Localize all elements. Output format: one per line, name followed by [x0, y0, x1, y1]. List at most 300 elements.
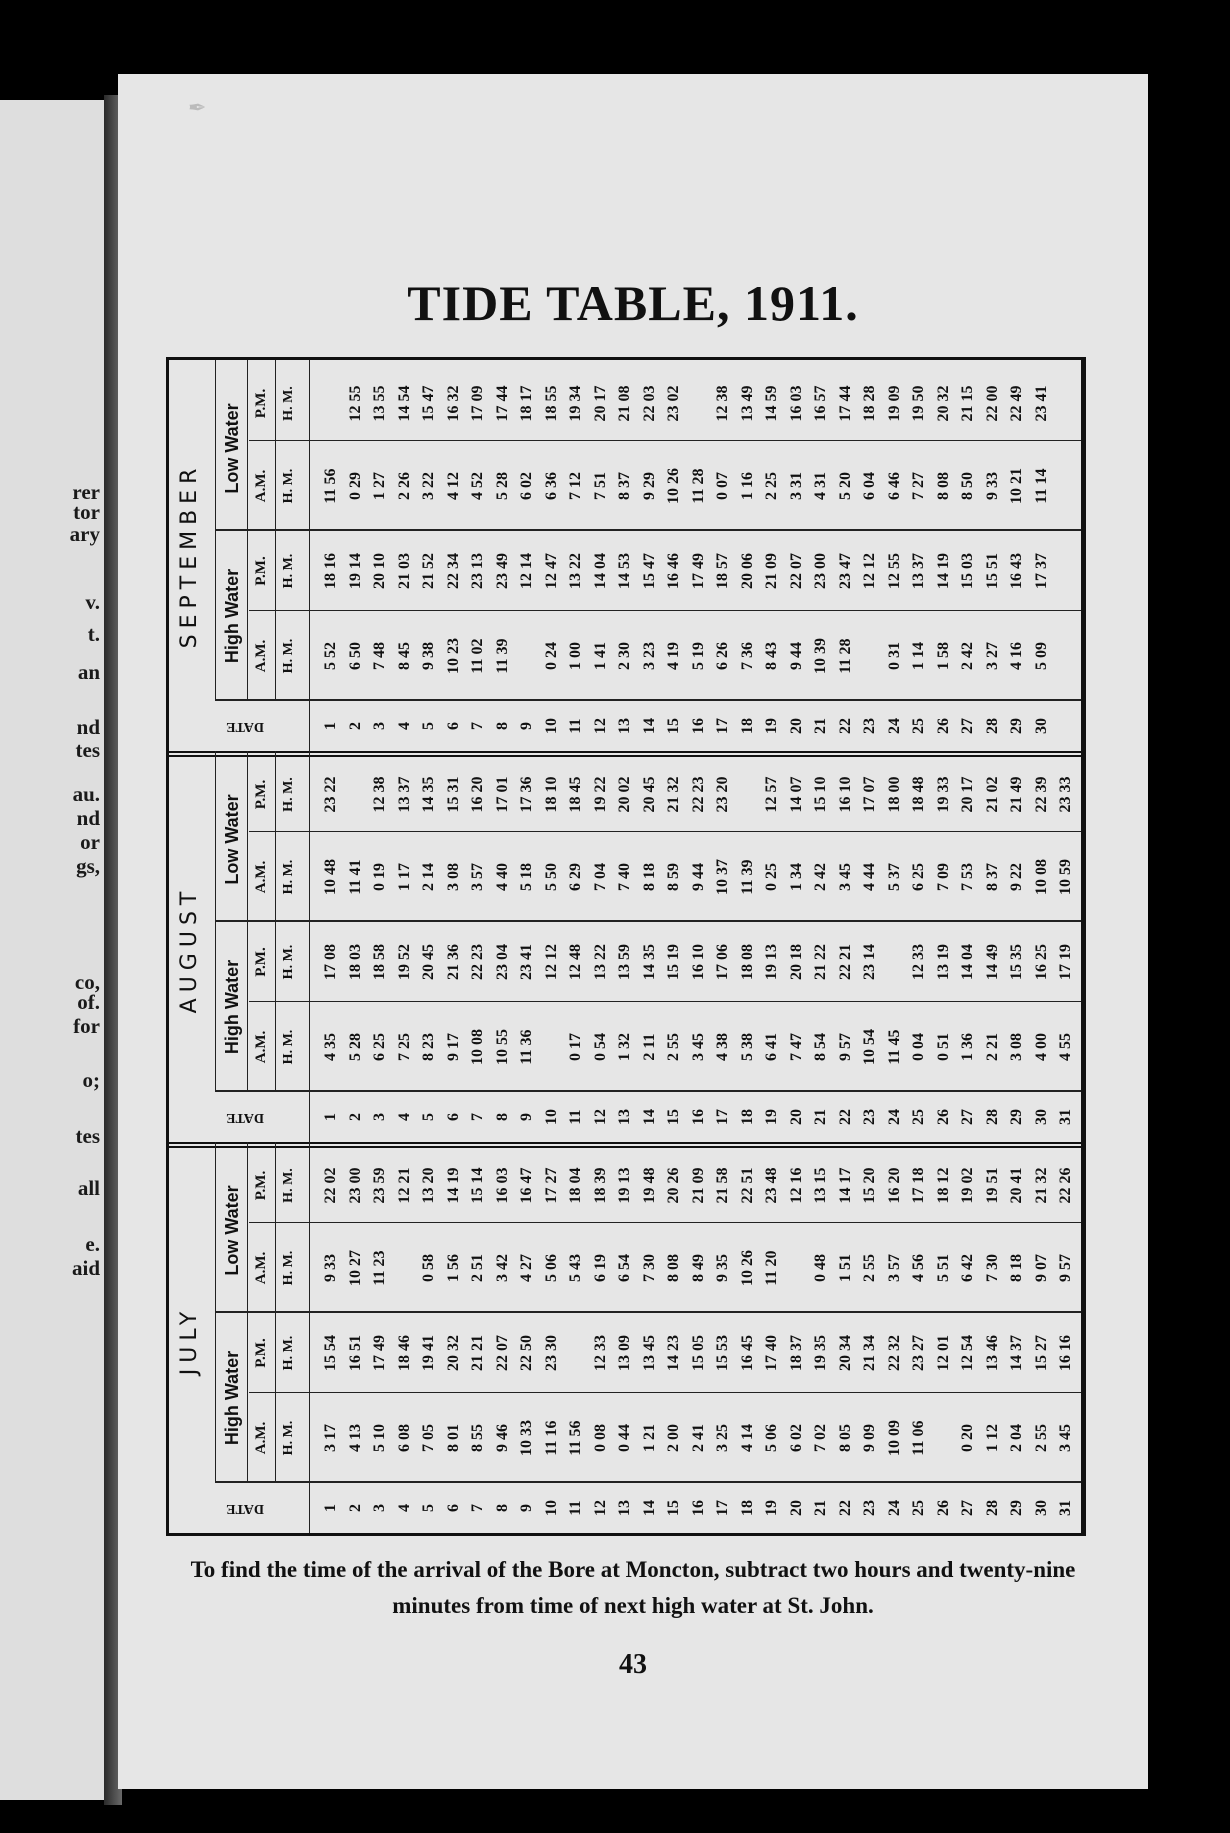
- high-water-am: 1 14: [910, 642, 927, 670]
- low-water-pm: 23 20: [714, 776, 731, 813]
- high-water-pm: 14 23: [665, 1335, 682, 1371]
- low-water-am: 7 30: [983, 1254, 1001, 1282]
- high-water-am: 2 41: [689, 1424, 707, 1452]
- high-water-am: 10 23: [444, 638, 462, 674]
- facing-page-text-fragment: tes: [75, 1124, 100, 1148]
- tide-row: [466, 751, 490, 1142]
- high-water-pm: 15 53: [714, 1335, 731, 1371]
- facing-page-text-fragment: co,: [74, 970, 100, 994]
- date-cell: 20: [787, 718, 805, 734]
- date-cell: 11: [567, 1109, 584, 1125]
- low-water-pm: 22 26: [1057, 1167, 1074, 1204]
- date-cell: 28: [983, 718, 1001, 734]
- high-water-pm: 13 45: [640, 1335, 658, 1371]
- low-water-am: 5 20: [836, 472, 854, 500]
- low-water-am: 4 52: [469, 472, 486, 500]
- low-water-am: 6 19: [591, 1254, 609, 1282]
- pm-header: P.M.: [253, 556, 269, 586]
- date-cell: 16: [689, 1500, 707, 1516]
- date-cell: 28: [983, 1500, 1001, 1516]
- tide-row: [466, 360, 490, 751]
- header-rule: [309, 751, 310, 1142]
- high-water-pm: 12 12: [542, 944, 560, 980]
- tide-row: [932, 1142, 956, 1533]
- low-water-am: 5 51: [934, 1254, 952, 1282]
- high-water-am: 7 25: [395, 1033, 413, 1061]
- hours-minutes-header: H. M.: [281, 553, 296, 589]
- high-water-pm: 15 35: [1008, 944, 1025, 980]
- tide-row: [907, 360, 931, 751]
- low-water-header: Low Water: [222, 403, 242, 494]
- high-water-am: 5 19: [689, 642, 707, 670]
- facing-page-text-fragment: au.: [72, 782, 100, 806]
- low-water-pm: 21 09: [689, 1167, 707, 1204]
- low-water-am: 7 04: [591, 863, 609, 891]
- date-cell: 11: [567, 718, 584, 734]
- low-water-pm: 15 20: [861, 1167, 878, 1204]
- tide-row: [344, 1142, 368, 1533]
- low-water-am: 4 27: [518, 1254, 535, 1282]
- date-cell: 1: [322, 1504, 339, 1512]
- high-water-am: 2 04: [1008, 1424, 1025, 1452]
- low-water-am: 8 08: [934, 472, 952, 500]
- low-water-am: 4 31: [812, 472, 829, 500]
- high-water-pm: 14 04: [591, 553, 609, 589]
- tide-row: [662, 360, 686, 751]
- hours-minutes-header: H. M.: [281, 638, 296, 674]
- high-water-pm: 14 53: [616, 553, 633, 589]
- high-water-pm: 23 04: [493, 944, 511, 980]
- tide-row: [981, 360, 1005, 751]
- high-water-pm: 14 37: [1008, 1335, 1025, 1371]
- date-cell: 18: [738, 718, 756, 734]
- date-cell: 7: [469, 1504, 486, 1512]
- date-cell: 6: [444, 1504, 462, 1512]
- low-water-am: 9 22: [1008, 863, 1025, 891]
- low-water-pm: 19 13: [616, 1167, 633, 1204]
- page-title: TIDE TABLE, 1911.: [407, 275, 859, 331]
- high-water-pm: 12 47: [542, 553, 560, 589]
- low-water-pm: 20 41: [1008, 1167, 1025, 1204]
- low-water-am: 8 37: [616, 472, 633, 500]
- date-cell: 15: [665, 1500, 682, 1516]
- date-cell: 21: [812, 1109, 829, 1125]
- high-water-pm: 13 37: [910, 553, 927, 589]
- tide-row: [564, 360, 588, 751]
- date-cell: 22: [836, 1109, 854, 1125]
- am-header: A.M.: [253, 1251, 269, 1285]
- tide-row: [907, 751, 931, 1142]
- tide-row: [344, 360, 368, 751]
- high-water-am: 8 54: [812, 1033, 829, 1061]
- date-cell: 6: [444, 722, 462, 730]
- high-water-am: 8 43: [763, 642, 780, 670]
- tide-row: [442, 1142, 466, 1533]
- page-number: 43: [619, 1649, 647, 1680]
- hours-minutes-header: H. M.: [281, 859, 296, 895]
- high-water-am: 11 45: [885, 1029, 903, 1065]
- high-water-am: 10 54: [861, 1029, 878, 1065]
- date-cell: 23: [861, 718, 878, 734]
- tide-row: [368, 1142, 392, 1533]
- high-water-pm: 15 51: [983, 553, 1001, 589]
- facing-page-text-fragment: e.: [85, 1232, 100, 1256]
- low-water-am: 8 49: [689, 1254, 707, 1282]
- high-water-pm: 14 04: [959, 944, 976, 980]
- month-block-august: [169, 751, 1081, 1142]
- tide-row: [319, 360, 343, 751]
- tide-row: [638, 1142, 662, 1533]
- tide-row: [319, 1142, 343, 1533]
- low-water-am: 7 51: [591, 472, 609, 500]
- low-water-am: 8 18: [1008, 1254, 1025, 1282]
- high-water-pm: 20 18: [787, 944, 805, 980]
- tide-row: [858, 360, 882, 751]
- high-water-am: 7 36: [738, 642, 756, 670]
- low-water-pm: 19 22: [591, 776, 609, 813]
- high-water-pm: 22 50: [518, 1335, 535, 1371]
- low-water-pm: 17 27: [542, 1167, 560, 1204]
- low-water-pm: 23 33: [1057, 776, 1074, 813]
- low-water-am: 6 02: [518, 472, 535, 500]
- low-water-am: 2 51: [469, 1254, 486, 1282]
- high-water-pm: 15 47: [640, 553, 658, 589]
- high-water-am: 0 24: [542, 642, 560, 670]
- tide-row: [1005, 1142, 1029, 1533]
- low-water-pm: 16 10: [836, 776, 854, 813]
- low-water-am: 10 48: [322, 859, 339, 895]
- facing-page-fragment: [0, 100, 108, 1800]
- tide-row: [515, 1142, 539, 1533]
- high-water-pm: 22 07: [787, 553, 805, 589]
- tide-row: [932, 360, 956, 751]
- low-water-pm: 19 34: [567, 385, 584, 422]
- high-water-am: 11 36: [518, 1029, 535, 1065]
- tide-row: [1005, 751, 1029, 1142]
- tide-row: [442, 751, 466, 1142]
- facing-page-text-fragment: an: [77, 660, 100, 684]
- header-rule: [309, 1142, 310, 1533]
- low-water-pm: 14 54: [395, 385, 413, 422]
- hours-minutes-header: H. M.: [281, 1335, 296, 1371]
- low-water-am: 9 35: [714, 1254, 731, 1282]
- date-cell: 2: [346, 1504, 364, 1512]
- tide-row: [711, 751, 735, 1142]
- low-water-am: 10 26: [738, 1250, 756, 1286]
- high-water-pm: 23 47: [836, 553, 854, 589]
- low-water-pm: 18 04: [567, 1167, 584, 1204]
- low-water-am: 7 12: [567, 472, 584, 500]
- am-header: A.M.: [253, 469, 269, 503]
- date-cell: 1: [322, 1113, 339, 1121]
- high-water-pm: 13 22: [567, 553, 584, 589]
- high-water-pm: 16 46: [665, 553, 682, 589]
- date-cell: 30: [1032, 1500, 1050, 1516]
- low-water-pm: 21 32: [665, 776, 682, 813]
- high-water-pm: 14 35: [640, 944, 658, 980]
- low-water-am: 5 18: [518, 863, 535, 891]
- low-water-pm: 21 49: [1008, 776, 1025, 813]
- high-water-pm: 12 01: [934, 1335, 952, 1371]
- date-cell: 4: [395, 1113, 413, 1121]
- high-water-am: 9 46: [493, 1424, 511, 1452]
- low-water-am: 3 42: [493, 1254, 511, 1282]
- tide-row: [638, 360, 662, 751]
- low-water-pm: 18 45: [567, 776, 584, 813]
- high-water-am: 0 44: [616, 1424, 633, 1452]
- date-cell: 11: [567, 1500, 584, 1516]
- pm-header: P.M.: [253, 1338, 269, 1368]
- date-cell: 24: [885, 1109, 903, 1125]
- date-cell: 23: [861, 1500, 878, 1516]
- low-water-pm: 23 59: [371, 1167, 388, 1204]
- low-water-am: 2 42: [812, 863, 829, 891]
- low-water-am: 11 28: [689, 468, 707, 504]
- low-water-am: 3 22: [420, 472, 437, 500]
- date-cell: 1: [322, 722, 339, 730]
- am-header: A.M.: [253, 1030, 269, 1064]
- high-water-pm: 20 45: [420, 944, 437, 980]
- low-water-pm: 18 17: [518, 385, 535, 422]
- date-cell: 17: [714, 718, 731, 734]
- high-water-pm: 15 03: [959, 553, 976, 589]
- high-water-pm: 18 46: [395, 1335, 413, 1371]
- low-water-pm: 18 12: [934, 1167, 952, 1204]
- low-water-am: 7 53: [959, 863, 976, 891]
- high-water-am: 4 55: [1057, 1033, 1074, 1061]
- high-water-am: 0 31: [885, 642, 903, 670]
- facing-page-text-fragment: aid: [71, 1256, 100, 1280]
- date-cell: 30: [1032, 1109, 1050, 1125]
- high-water-pm: 12 33: [591, 1335, 609, 1371]
- low-water-pm: 15 10: [812, 776, 829, 813]
- date-cell: 22: [836, 1500, 854, 1516]
- date-column-header: DATE: [226, 1110, 264, 1125]
- date-cell: 13: [616, 1109, 633, 1125]
- tide-row: [883, 751, 907, 1142]
- low-water-am: 5 50: [542, 863, 560, 891]
- facing-page-text-fragment: ary: [69, 522, 100, 546]
- date-cell: 26: [934, 1500, 952, 1516]
- am-header: A.M.: [253, 1421, 269, 1455]
- low-water-am: 10 21: [1008, 468, 1025, 504]
- tide-table-rotated-content: [169, 360, 1081, 1533]
- low-water-pm: 23 00: [346, 1167, 364, 1204]
- low-water-pm: 13 55: [371, 385, 388, 422]
- tide-row: [809, 1142, 833, 1533]
- high-water-am: 9 44: [787, 642, 805, 670]
- tide-row: [613, 1142, 637, 1533]
- date-cell: 28: [983, 1109, 1001, 1125]
- low-water-pm: 12 55: [346, 385, 364, 422]
- tide-row: [393, 751, 417, 1142]
- date-cell: 20: [787, 1109, 805, 1125]
- low-water-am: 0 29: [346, 472, 364, 500]
- high-water-pm: 22 34: [444, 553, 462, 589]
- high-water-am: 5 28: [346, 1033, 364, 1061]
- high-water-am: 5 09: [1032, 642, 1050, 670]
- date-cell: 8: [493, 1113, 511, 1121]
- low-water-pm: 20 02: [616, 776, 633, 813]
- low-water-am: 9 33: [983, 472, 1001, 500]
- tide-row: [1030, 751, 1054, 1142]
- high-water-am: 4 13: [346, 1424, 364, 1452]
- tide-row: [760, 1142, 784, 1533]
- high-water-am: 0 20: [959, 1424, 976, 1452]
- high-water-am: 8 55: [469, 1424, 486, 1452]
- high-water-pm: 14 49: [983, 944, 1001, 980]
- low-water-am: 7 30: [640, 1254, 658, 1282]
- high-water-pm: 19 35: [812, 1335, 829, 1371]
- low-water-am: 6 29: [567, 863, 584, 891]
- date-cell: 2: [346, 1113, 364, 1121]
- tide-row: [344, 751, 368, 1142]
- low-water-pm: 18 28: [861, 385, 878, 422]
- high-water-header: High Water: [222, 1350, 242, 1446]
- low-water-pm: 23 48: [763, 1167, 780, 1204]
- high-water-am: 8 23: [420, 1033, 437, 1061]
- high-water-pm: 21 22: [812, 944, 829, 980]
- high-water-am: 11 39: [493, 638, 511, 674]
- tide-row: [491, 751, 515, 1142]
- low-water-pm: 16 03: [787, 385, 805, 422]
- high-water-am: 3 08: [1008, 1033, 1025, 1061]
- tide-row: [785, 751, 809, 1142]
- facing-page-text-fragment: nd: [76, 715, 100, 739]
- low-water-pm: 16 20: [469, 776, 486, 813]
- low-water-am: 6 04: [861, 472, 878, 500]
- low-water-pm: 21 08: [616, 385, 633, 422]
- high-water-am: 3 45: [1057, 1424, 1074, 1452]
- high-water-pm: 21 34: [861, 1335, 878, 1371]
- low-water-pm: 12 38: [714, 385, 731, 422]
- tide-row: [932, 751, 956, 1142]
- high-water-pm: 23 27: [910, 1335, 927, 1371]
- low-water-am: 10 59: [1057, 859, 1074, 895]
- low-water-pm: 15 14: [469, 1167, 486, 1204]
- low-water-pm: 16 32: [444, 385, 462, 422]
- high-water-am: 7 48: [371, 642, 388, 670]
- low-water-header: Low Water: [222, 1185, 242, 1276]
- date-cell: 13: [616, 1500, 633, 1516]
- low-water-pm: 14 35: [420, 776, 437, 813]
- high-water-am: 8 05: [836, 1424, 854, 1452]
- corner-mark: ✒: [188, 96, 207, 121]
- high-water-am: 6 08: [395, 1424, 413, 1452]
- hours-minutes-header: H. M.: [281, 1250, 296, 1286]
- tide-row: [687, 1142, 711, 1533]
- date-cell: 5: [420, 1504, 437, 1512]
- low-water-am: 1 16: [738, 472, 756, 500]
- tide-row: [564, 751, 588, 1142]
- high-water-pm: 16 43: [1008, 553, 1025, 589]
- tide-row: [834, 360, 858, 751]
- date-cell: 7: [469, 722, 486, 730]
- tide-row: [809, 360, 833, 751]
- high-water-am: 1 00: [567, 642, 584, 670]
- date-cell: 30: [1032, 718, 1050, 734]
- low-water-pm: 23 22: [322, 776, 339, 813]
- low-water-pm: 17 36: [518, 776, 535, 813]
- high-water-pm: 23 13: [469, 553, 486, 589]
- date-cell: 9: [518, 1504, 535, 1512]
- high-water-am: 2 11: [640, 1033, 658, 1061]
- low-water-pm: 13 15: [812, 1167, 829, 1204]
- low-water-pm: 22 03: [640, 385, 658, 422]
- high-water-pm: 12 12: [861, 553, 878, 589]
- high-water-am: 9 57: [836, 1033, 854, 1061]
- pm-header: P.M.: [253, 388, 269, 419]
- tide-row: [442, 360, 466, 751]
- tide-row: [1005, 360, 1029, 751]
- date-cell: 6: [444, 1113, 462, 1121]
- date-cell: 21: [812, 718, 829, 734]
- high-water-pm: 22 32: [885, 1335, 903, 1371]
- low-water-pm: 23 02: [665, 385, 682, 422]
- low-water-pm: 17 18: [910, 1167, 927, 1204]
- high-water-pm: 19 13: [763, 944, 780, 980]
- tide-row: [858, 751, 882, 1142]
- low-water-am: 3 45: [836, 863, 854, 891]
- book-page: [118, 74, 1148, 1789]
- hours-minutes-header: H. M.: [281, 1420, 296, 1456]
- low-water-am: 0 48: [812, 1254, 829, 1282]
- high-water-am: 4 35: [322, 1033, 339, 1061]
- high-water-am: 6 50: [346, 642, 364, 670]
- high-water-pm: 22 23: [469, 944, 486, 980]
- high-water-am: 2 30: [616, 642, 633, 670]
- date-cell: 9: [518, 722, 535, 730]
- low-water-am: 8 50: [959, 472, 976, 500]
- tide-row: [540, 1142, 564, 1533]
- low-water-pm: 21 15: [959, 385, 976, 422]
- tide-row: [662, 751, 686, 1142]
- high-water-pm: 14 19: [934, 553, 952, 589]
- low-water-am: 1 34: [787, 863, 805, 891]
- high-water-pm: 23 49: [493, 553, 511, 589]
- month-name: AUGUST: [177, 885, 202, 1014]
- tide-row: [785, 360, 809, 751]
- low-water-am: 8 59: [665, 863, 682, 891]
- high-water-pm: 20 34: [836, 1335, 854, 1371]
- high-water-am: 5 38: [738, 1033, 756, 1061]
- low-water-pm: 20 17: [591, 385, 609, 422]
- month-name: SEPTEMBER: [177, 462, 202, 649]
- date-cell: 14: [640, 1109, 658, 1125]
- tide-row: [589, 360, 613, 751]
- high-water-pm: 16 45: [738, 1335, 756, 1371]
- tide-row: [883, 360, 907, 751]
- low-water-am: 3 57: [885, 1254, 903, 1282]
- low-water-am: 1 56: [444, 1254, 462, 1282]
- date-cell: 8: [493, 722, 511, 730]
- month-block-september: [169, 360, 1081, 751]
- low-water-am: 8 18: [640, 863, 658, 891]
- date-cell: 15: [665, 1109, 682, 1125]
- high-water-am: 9 09: [861, 1424, 878, 1452]
- low-water-pm: 20 26: [665, 1167, 682, 1204]
- high-water-am: 4 00: [1032, 1033, 1050, 1061]
- tide-row: [1054, 1142, 1078, 1533]
- low-water-pm: 19 48: [640, 1167, 658, 1204]
- high-water-pm: 15 54: [322, 1335, 339, 1371]
- low-water-pm: 21 02: [983, 776, 1001, 813]
- tide-row: [760, 751, 784, 1142]
- low-water-pm: 18 55: [542, 385, 560, 422]
- tide-row: [809, 751, 833, 1142]
- date-cell: 18: [738, 1500, 756, 1516]
- high-water-am: 10 09: [885, 1420, 903, 1456]
